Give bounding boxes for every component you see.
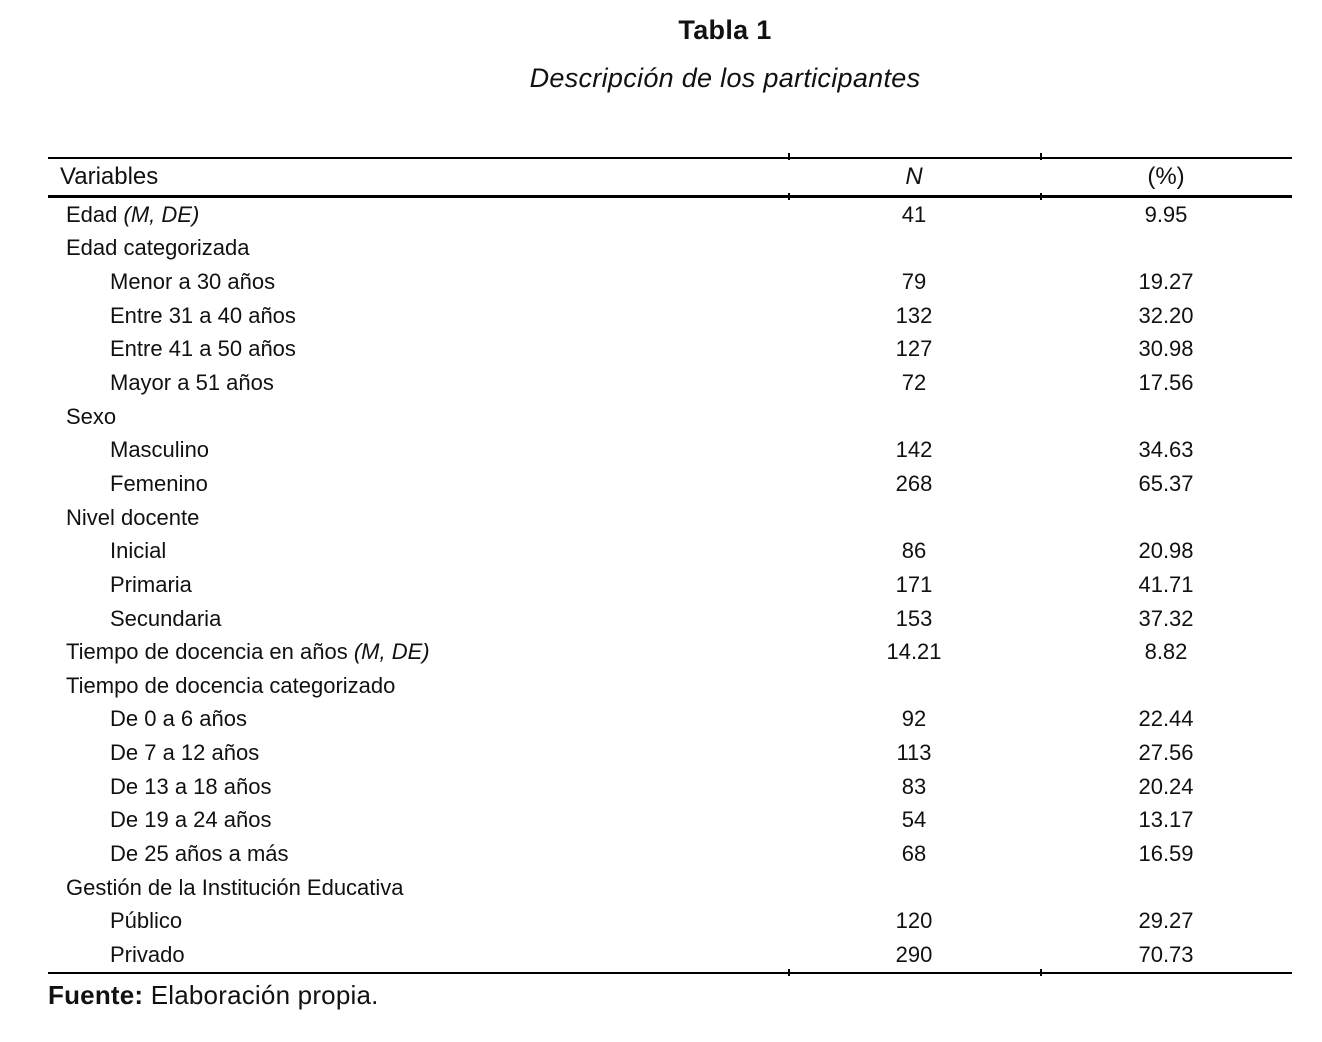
variable-cell <box>48 639 788 665</box>
table-row <box>48 568 1292 602</box>
pct-cell: 8.82 <box>1144 639 1188 665</box>
n-cell: 54 <box>901 807 927 833</box>
variable-cell <box>48 235 788 261</box>
table-row <box>48 433 1292 467</box>
n-cell: 127 <box>895 336 933 362</box>
pct-cell: 32.20 <box>1138 302 1194 328</box>
n-cell: 142 <box>895 437 933 463</box>
column-boundary-tick <box>1040 153 1042 160</box>
variable-cell <box>48 807 788 833</box>
variable-cell <box>48 269 788 295</box>
pct-cell: 13.17 <box>1138 807 1194 833</box>
variable-label: De 7 a 12 años <box>110 740 260 766</box>
header-variables: Variables <box>60 163 159 190</box>
n-cell: 86 <box>901 538 927 564</box>
variable-cell <box>48 606 788 632</box>
variable-label: De 25 años a más <box>110 840 289 866</box>
variable-label: Nivel docente <box>66 504 200 530</box>
pct-cell: 34.63 <box>1138 437 1194 463</box>
variable-label: Masculino <box>110 437 210 463</box>
pct-cell: 30.98 <box>1138 336 1194 362</box>
n-cell: 72 <box>901 370 927 396</box>
pct-cell: 27.56 <box>1138 740 1194 766</box>
table-row <box>48 333 1292 367</box>
n-cell: 171 <box>895 571 933 597</box>
table-row <box>48 703 1292 737</box>
variable-cell <box>48 942 788 968</box>
variable-label: Público <box>110 908 183 934</box>
pct-cell: 20.98 <box>1138 538 1194 564</box>
n-cell: 83 <box>901 773 927 799</box>
variable-cell <box>48 336 788 362</box>
variable-cell <box>48 572 788 598</box>
n-cell: 132 <box>895 302 933 328</box>
variable-label: Edad <box>66 201 124 227</box>
table-row <box>48 770 1292 804</box>
variable-cell <box>48 841 788 867</box>
variable-label: Secundaria <box>110 605 222 631</box>
variable-label: De 0 a 6 años <box>110 706 247 732</box>
n-cell: 41 <box>901 201 927 227</box>
table-row <box>48 366 1292 400</box>
n-cell: 79 <box>901 269 927 295</box>
table-row <box>48 501 1292 535</box>
pct-cell: 22.44 <box>1138 706 1194 732</box>
pct-cell: 19.27 <box>1138 269 1194 295</box>
table-row <box>48 299 1292 333</box>
table-row <box>48 400 1292 434</box>
pct-cell: 9.95 <box>1144 201 1188 227</box>
variable-cell <box>48 202 788 228</box>
pct-cell: 16.59 <box>1138 840 1194 866</box>
variable-label: Entre 41 a 50 años <box>110 336 296 362</box>
table-row <box>48 669 1292 703</box>
variable-cell <box>48 908 788 934</box>
header-n: N <box>905 163 923 190</box>
n-cell: 153 <box>895 605 933 631</box>
pct-cell: 70.73 <box>1138 941 1194 967</box>
table-header-row <box>48 157 1292 198</box>
n-cell: 92 <box>901 706 927 732</box>
variable-label: Privado <box>110 941 185 967</box>
variable-label: Menor a 30 años <box>110 269 276 295</box>
table-body <box>48 198 1292 974</box>
table-row <box>48 904 1292 938</box>
variable-cell <box>48 303 788 329</box>
variable-cell <box>48 370 788 396</box>
variable-label: Tiempo de docencia categorizado <box>66 672 396 698</box>
n-cell: 290 <box>895 941 933 967</box>
n-cell: 268 <box>895 470 933 496</box>
variable-label: De 13 a 18 años <box>110 773 272 799</box>
variable-cell <box>48 673 788 699</box>
source-note <box>48 980 379 1011</box>
header-percent: (%) <box>1147 163 1185 190</box>
n-cell: 120 <box>895 908 933 934</box>
variable-cell <box>48 706 788 732</box>
pct-cell: 41.71 <box>1138 571 1194 597</box>
variable-cell <box>48 471 788 497</box>
table-row <box>48 265 1292 299</box>
variable-label: Primaria <box>110 571 192 597</box>
table-row <box>48 804 1292 838</box>
table-row <box>48 198 1292 232</box>
column-boundary-tick <box>1040 969 1042 976</box>
participants-table <box>48 157 1292 974</box>
source-text: Elaboración propia. <box>143 980 379 1010</box>
table-row <box>48 871 1292 905</box>
table-row <box>48 736 1292 770</box>
pct-cell: 37.32 <box>1138 605 1194 631</box>
table-row <box>48 467 1292 501</box>
n-cell: 14.21 <box>886 639 942 665</box>
variable-cell <box>48 437 788 463</box>
variable-cell <box>48 538 788 564</box>
n-cell: 68 <box>901 840 927 866</box>
variable-cell <box>48 774 788 800</box>
table-number: Tabla 1 <box>678 15 772 45</box>
variable-label: Tiempo de docencia en años <box>66 639 354 665</box>
table-row <box>48 232 1292 266</box>
variable-cell <box>48 740 788 766</box>
variable-label: Sexo <box>66 403 117 429</box>
table-caption <box>0 14 1322 94</box>
variable-label-em: (M, DE) <box>123 201 200 227</box>
column-boundary-tick <box>788 969 790 976</box>
pct-cell: 65.37 <box>1138 470 1194 496</box>
variable-label: Gestión de la Institución Educativa <box>66 874 404 900</box>
table-row <box>48 602 1292 636</box>
table-row <box>48 938 1292 972</box>
column-boundary-tick <box>788 153 790 160</box>
pct-cell: 29.27 <box>1138 908 1194 934</box>
variable-label: Mayor a 51 años <box>110 370 274 396</box>
pct-cell: 17.56 <box>1138 370 1194 396</box>
variable-cell <box>48 505 788 531</box>
variable-label: Edad categorizada <box>66 235 250 261</box>
pct-cell: 20.24 <box>1138 773 1194 799</box>
n-cell: 113 <box>896 740 932 766</box>
table-row <box>48 534 1292 568</box>
source-label: Fuente: <box>48 980 144 1010</box>
variable-label: Femenino <box>110 470 208 496</box>
variable-label: De 19 a 24 años <box>110 807 272 833</box>
table-row <box>48 837 1292 871</box>
variable-cell <box>48 875 788 901</box>
variable-label: Entre 31 a 40 años <box>110 302 296 328</box>
table-title: Descripción de los participantes <box>529 63 921 93</box>
table-row <box>48 635 1292 669</box>
variable-label-em: (M, DE) <box>353 639 430 665</box>
variable-label: Inicial <box>110 538 167 564</box>
variable-cell <box>48 404 788 430</box>
